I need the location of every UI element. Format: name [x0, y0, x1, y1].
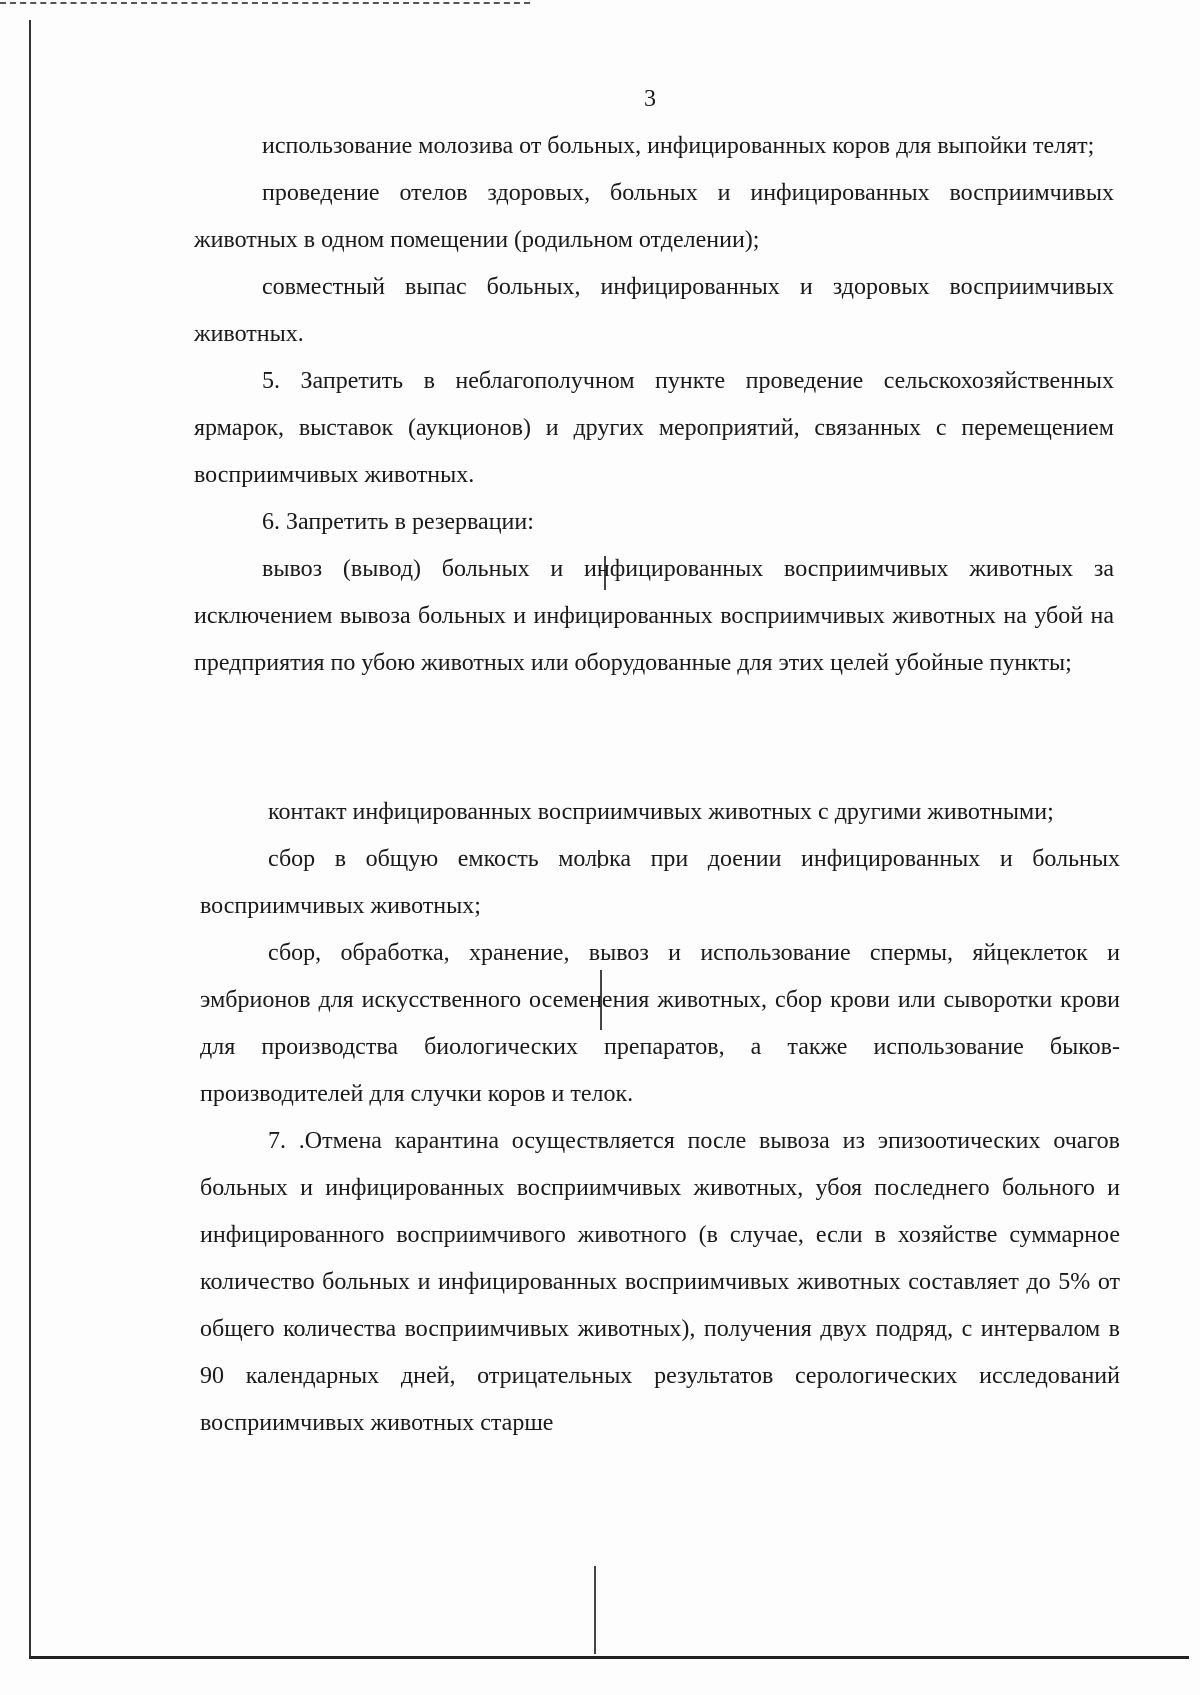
paragraph: 7. .Отмена карантина осуществляется после вывоза из эпизоотических очагов больных и инфицированных восприимчивых животных, убоя последнего больного и инфицированного восприимчивого животного (в случае, если в хозяйстве суммарное количество больных и инфицированных восприимчивых животных составляет до 5% от общего количества восприимчивых животных), получения двух подряд, с интервалом в 90 календарных дней, отрицательных результатов серологических исследований восприимчивых животных старше	[200, 1128, 1120, 1436]
scan-border-left	[29, 20, 31, 1658]
page-number: 3	[644, 86, 656, 112]
text-block-upper	[194, 123, 1114, 687]
paragraph: сбор, обработка, хранение, вывоз и использование спермы, яйцеклеток и эмбрионов для искусственного осеменения животных, сбор крови или сыворотки крови для производства биологических препаратов, а также использование быков-производителей для случки коров и телок.	[200, 940, 1120, 1107]
scan-border-bottom	[29, 1656, 1189, 1659]
paragraph: вывоз (вывод) больных и инфицированных восприимчивых животных за исключением вывоза больных и инфицированных восприимчивых животных на убой на предприятия по убою животных или оборудованные для этих целей убойные пункты;	[194, 556, 1114, 676]
paragraph: 6. Запретить в резервации:	[262, 509, 534, 535]
paragraph: 5. Запретить в неблагополучном пункте проведение сельскохозяйственных ярмарок, выставок (аукционов) и других мероприятий, связанных с перемещением восприимчивых животных.	[194, 368, 1114, 488]
paragraph: использование молозива от больных, инфицированных коров для выпойки телят;	[262, 133, 1095, 159]
paragraph: контакт инфицированных восприимчивых животных с другими животными;	[268, 799, 1054, 825]
paragraph: сбор в общую емкость молока при доении инфицированных и больных восприимчивых животных;	[200, 846, 1120, 919]
scan-border-top	[0, 2, 530, 4]
text-block-lower	[200, 789, 1120, 1447]
scan-artifact-mark	[594, 1566, 596, 1654]
paragraph: совместный выпас больных, инфицированных и здоровых восприимчивых животных.	[194, 274, 1114, 347]
paragraph: проведение отелов здоровых, больных и инфицированных восприимчивых животных в одном помещении (родильном отделении);	[194, 180, 1114, 253]
